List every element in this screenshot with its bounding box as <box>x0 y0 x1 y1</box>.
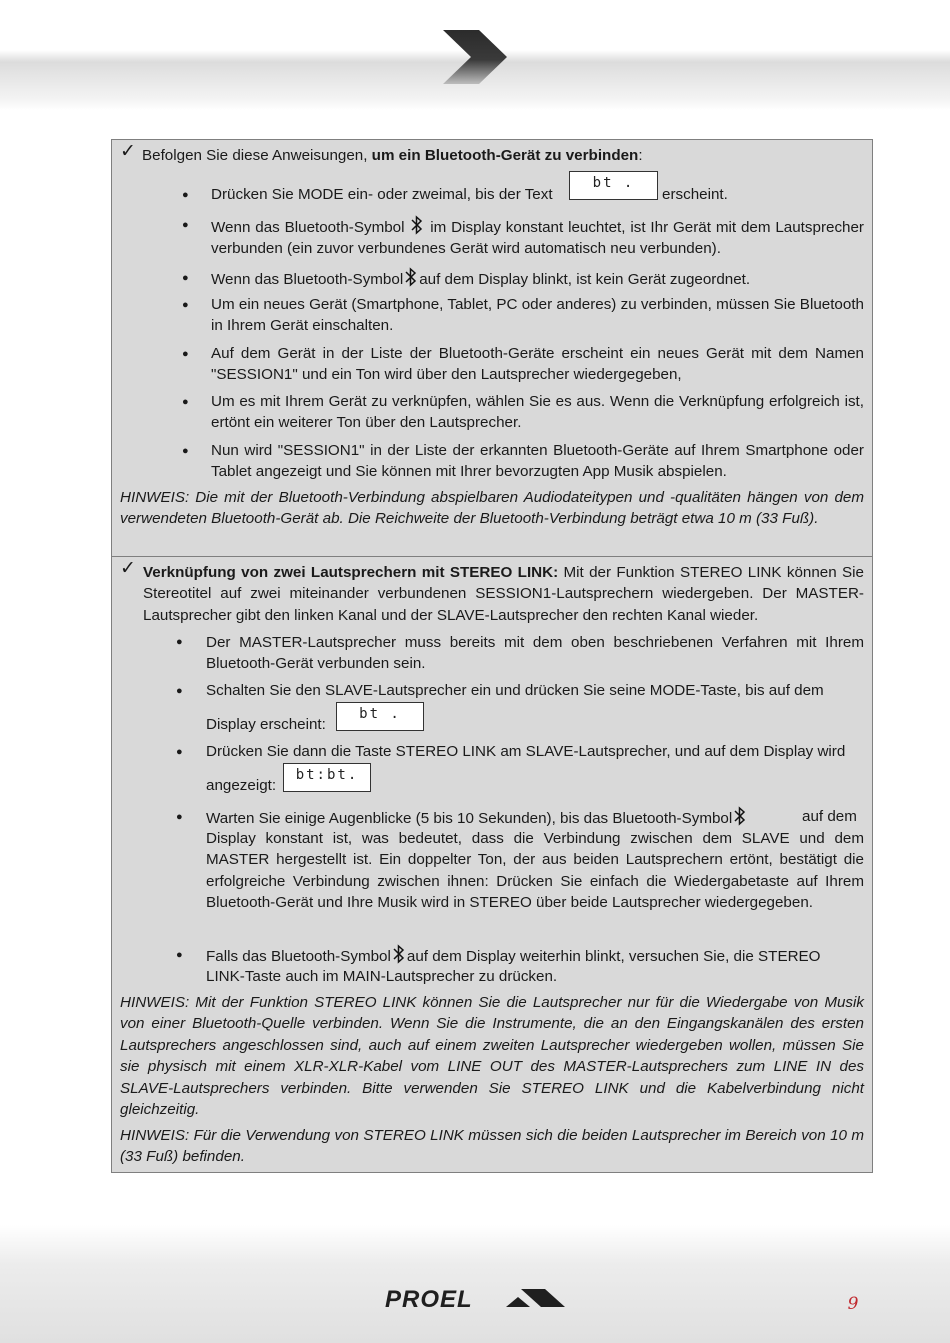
section2-bullet-3: Drücken Sie dann die Taste STEREO LINK am SLAVE-Lautsprecher, und auf dem Display wird <box>206 743 846 760</box>
bullet-icon: ● <box>176 636 183 648</box>
bullet-icon: ● <box>176 746 183 758</box>
section1-bullet-1: Drücken Sie MODE ein- oder zweimal, bis der Text <box>211 186 553 203</box>
page-number: 9 <box>847 1294 859 1314</box>
section1-bullet-1-end: erscheint. <box>662 186 728 203</box>
check-icon: ✓ <box>120 141 136 162</box>
section1-intro: Befolgen Sie diese Anweisungen, um ein Bluetooth-Gerät zu verbinden: <box>142 147 643 164</box>
bullet-icon: ● <box>182 189 189 201</box>
section2-note-1: HINWEIS: Mit der Funktion STEREO LINK können Sie die Lautsprecher nur für die Wiedergabe von Musik von einer Bluetooth-Quelle verbinden. Wenn Sie die Instrumente, die an den Eingangskanälen des ersten Lautsprechers angeschlossen sind, auch auf einem zweiten Lautsprecher wiedergeben wollen, müssen Sie sie physisch mit einem XLR-XLR-Kabel vom LINE OUT des MASTER-Lautsprechers zum LINE IN des SLAVE-Lautsprechers verbinden. Bitte verwenden Sie STEREO LINK und die Kabelverbindung nicht gleichzeitig. <box>120 994 864 1119</box>
lcd-display-bt-bt: bt:bt. <box>283 763 371 792</box>
section2-bullet-1: Der MASTER-Lautsprecher muss bereits mit dem oben beschriebenen Verfahren mit Ihrem Bluetooth-Gerät verbunden sein. <box>206 634 864 673</box>
section1-note: HINWEIS: Die mit der Bluetooth-Verbindung abspielbaren Audiodateitypen und -qualitäten hängen von dem verwendeten Bluetooth-Gerät ab. Die Reichweite der Bluetooth-Verbindung beträgt etwa 10 m (33 Fuß). <box>120 489 864 528</box>
bluetooth-icon <box>393 944 405 964</box>
bullet-icon: ● <box>182 219 189 231</box>
section2-bullet-2: Schalten Sie den SLAVE-Lautsprecher ein und drücken Sie seine MODE-Taste, bis auf dem <box>206 682 824 699</box>
section2-note-2: HINWEIS: Für die Verwendung von STEREO LINK müssen sich die beiden Lautsprecher im Bereich von 10 m (33 Fuß) befinden. <box>120 1127 864 1166</box>
bullet-icon: ● <box>176 949 183 961</box>
section1-bullet-2: Wenn das Bluetooth-Symbol im Display konstant leuchtet, ist Ihr Gerät mit dem Lautsprecher verbunden (ein zuvor verbundenes Gerät wird automatisch neu verbunden). <box>211 215 864 260</box>
section2-intro: Verknüpfung von zwei Lautsprechern mit STEREO LINK: Mit der Funktion STEREO LINK können Sie Stereotitel auf zwei miteinander verbundenen SESSION1-Lautsprechern wiedergeben. Der MASTER-Lautsprecher gibt den linken Kanal und der SLAVE-Lautsprecher den rechten Kanal wieder. <box>143 564 864 624</box>
section2-bullet-2-end: Display erscheint: <box>206 716 326 733</box>
bullet-icon: ● <box>176 811 183 823</box>
section2-bullet-4-rest: Display konstant ist, was bedeutet, dass die Verbindung zwischen dem SLAVE und dem MASTER hergestellt ist. Ein doppelter Ton, der aus beiden Lautsprechern ertönt, bestätigt die erfolgreiche Verbindung zwischen ihnen: Drücken Sie einfach die Wiedergabetaste auf Ihrem Bluetooth-Gerät und Ihre Musik wird in STEREO über beide Lautsprecher wiedergegeben. <box>206 830 864 912</box>
stereo-link-box <box>111 556 873 1173</box>
section2-bullet-5-rest: LINK-Taste auch im MAIN-Lautsprecher zu drücken. <box>206 968 558 985</box>
section2-bullet-4-mid: auf dem <box>802 808 857 825</box>
lcd-display-bt: bt . <box>569 171 658 200</box>
lcd-display-bt: bt . <box>336 702 424 731</box>
section1-bullet-6: Um es mit Ihrem Gerät zu verknüpfen, wählen Sie es aus. Wenn die Verknüpfung erfolgreich ist, ertönt ein weiterer Ton über den Lautsprecher. <box>211 393 864 432</box>
bullet-icon: ● <box>176 685 183 697</box>
bullet-icon: ● <box>182 299 189 311</box>
chevron-logo-icon <box>443 30 507 84</box>
logo-text: PROEL <box>385 1286 473 1310</box>
bluetooth-icon <box>405 267 417 287</box>
bullet-icon: ● <box>182 396 189 408</box>
bluetooth-icon <box>411 215 423 235</box>
section1-bullet-4: Um ein neues Gerät (Smartphone, Tablet, PC oder anderes) zu verbinden, müssen Sie Bluetooth in Ihrem Gerät einschalten. <box>211 296 864 335</box>
bluetooth-instructions-box <box>111 139 873 557</box>
section2-bullet-4: Warten Sie einige Augenblicke (5 bis 10 Sekunden), bis das Bluetooth-Symbol <box>206 806 748 829</box>
footer-band <box>0 1225 950 1343</box>
bullet-icon: ● <box>182 348 189 360</box>
section2-bullet-3-end: angezeigt: <box>206 777 277 794</box>
bullet-icon: ● <box>182 272 189 284</box>
bluetooth-icon <box>734 806 746 826</box>
section1-bullet-7: Nun wird "SESSION1" in der Liste der erkannten Bluetooth-Geräte auf Ihrem Smartphone oder Tablet angezeigt und Sie können mit Ihrer bevorzugten App Musik abspielen. <box>211 442 864 481</box>
section1-bullet-3: Wenn das Bluetooth-Symbol auf dem Display blinkt, ist kein Gerät zugeordnet. <box>211 267 750 290</box>
section1-bullet-5: Auf dem Gerät in der Liste der Bluetooth-Geräte erscheint ein neues Gerät mit dem Namen "SESSION1" und ein Ton wird über den Lautsprecher wiedergegeben, <box>211 345 864 384</box>
proel-logo <box>385 1286 565 1310</box>
check-icon: ✓ <box>120 558 136 579</box>
bullet-icon: ● <box>182 445 189 457</box>
section2-bullet-5: Falls das Bluetooth-Symbol auf dem Display weiterhin blinkt, versuchen Sie, die STEREO <box>206 944 821 967</box>
